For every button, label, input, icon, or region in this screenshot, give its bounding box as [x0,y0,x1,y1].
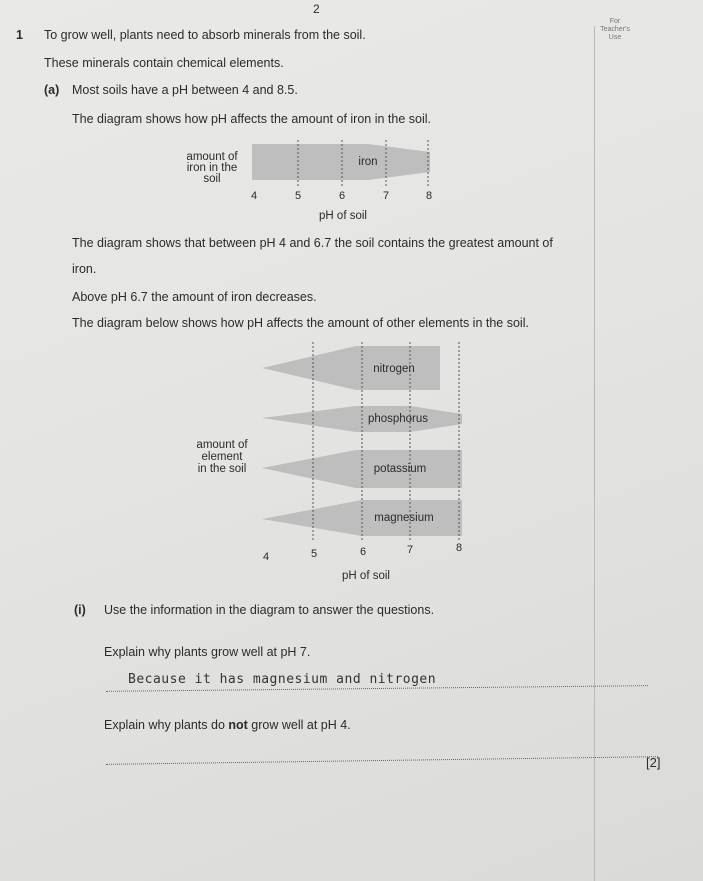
iron-diagram [186,140,432,222]
elements-tick-8: 8 [455,542,463,554]
elements-diagram [196,342,462,582]
part-a-label: (a) [44,83,60,97]
nitrogen-label: nitrogen [373,363,415,375]
question-ph4-post: grow well at pH 4. [247,718,351,732]
iron-ylabel-2: iron in the [186,162,238,174]
elements-tick-7: 7 [406,544,414,556]
iron-band [252,144,430,180]
elements-xlabel: pH of soil [342,570,390,582]
iron-tick-8: 8 [425,190,433,202]
elements-ylabel-3: in the soil [197,463,247,475]
iron-ylabel-3: soil [203,173,221,185]
question-ph7: Explain why plants grow well at pH 7. [104,645,311,659]
iron-tick-4: 4 [250,190,258,202]
potassium-label: potassium [373,463,427,475]
diagram1-intro: The diagram shows how pH affects the amount of iron in the soil. [72,112,431,126]
iron-ylabel-1: amount of [186,151,238,163]
question-intro: To grow well, plants need to absorb minerals from the soil. [44,28,366,42]
marks: [2] [646,755,661,770]
question-number: 1 [16,28,23,42]
iron-tick-6: 6 [338,190,346,202]
question-ph4-pre: Explain why plants do [104,718,229,732]
iron-series-label: iron [358,156,378,168]
diagram1-conclusion-line1: The diagram shows that between pH 4 and 6.7 the soil contains the greatest amount of [72,236,553,250]
elements-ylabel-2: element [201,451,243,463]
iron-xlabel: pH of soil [319,210,367,222]
question-ph4-bold: not [228,718,248,732]
question-ph4 [104,718,351,732]
magnesium-label: magnesium [374,512,434,524]
iron-tick-7: 7 [382,190,390,202]
phosphorus-label: phosphorus [367,413,429,425]
elements-ylabel-1: amount of [196,439,248,451]
elements-tick-4: 4 [262,551,270,563]
part-i-label: (i) [74,603,86,617]
page-number: 2 [313,2,320,16]
iron-tick-5: 5 [294,190,302,202]
teacher-use-box: For Teacher's Use [600,18,630,41]
elements-tick-5: 5 [310,548,318,560]
minerals-text: These minerals contain chemical elements. [44,56,284,70]
part-i-text: Use the information in the diagram to answer the questions. [104,603,435,617]
part-a-text: Most soils have a pH between 4 and 8.5. [72,83,298,97]
above-ph-text: Above pH 6.7 the amount of iron decreases. [72,290,317,304]
elements-tick-6: 6 [359,546,367,558]
handwritten-answer[interactable]: Because it has magnesium and nitrogen [128,672,437,687]
diagram2-intro: The diagram below shows how pH affects the amount of other elements in the soil. [72,316,529,330]
diagram1-conclusion-line2: iron. [72,262,97,276]
